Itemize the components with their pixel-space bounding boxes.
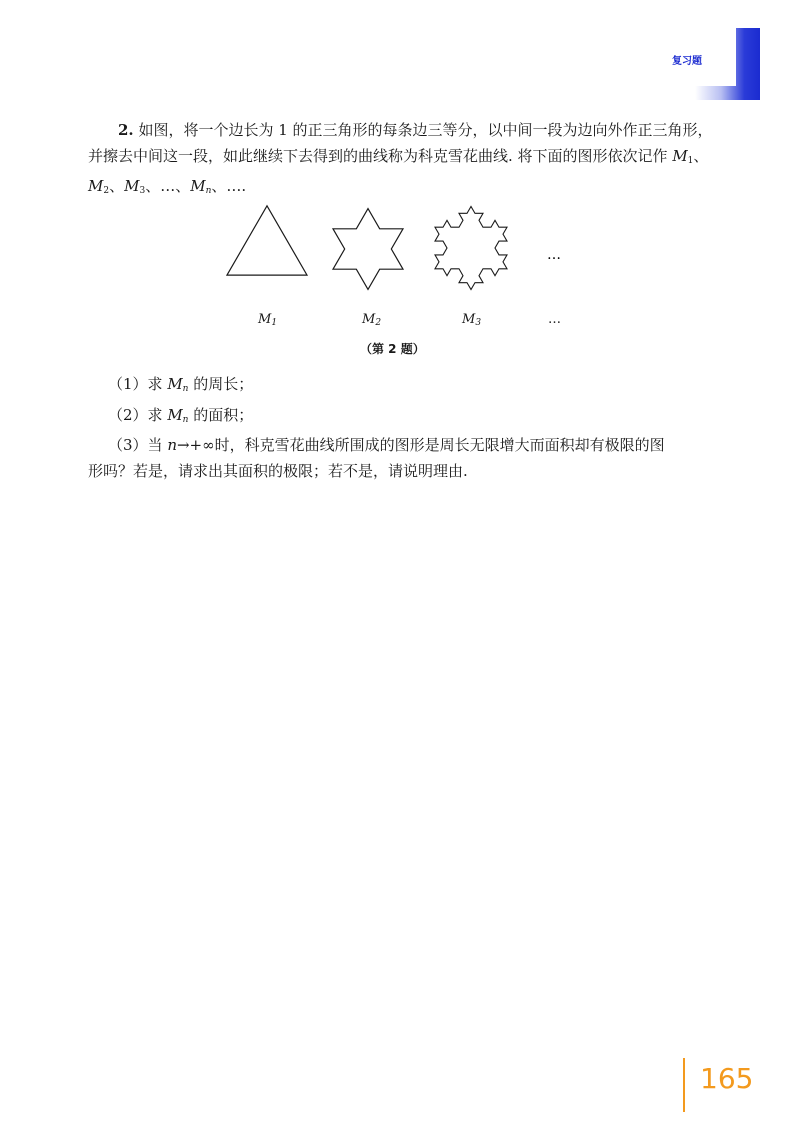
question-3 bbox=[108, 433, 713, 459]
problem-number: 2. bbox=[118, 121, 134, 139]
figure-label-m2 bbox=[362, 312, 381, 328]
q1-var: M bbox=[167, 375, 183, 393]
seq-end: 、…. bbox=[211, 177, 247, 195]
koch-m3-shape bbox=[435, 206, 507, 289]
label-base: M bbox=[258, 312, 272, 327]
q1-suffix: 的周长； bbox=[188, 375, 254, 393]
question-2 bbox=[108, 403, 713, 434]
q1-sub: n bbox=[182, 384, 189, 394]
seq-m2: M bbox=[88, 177, 104, 195]
figure-label-m3 bbox=[462, 312, 481, 328]
problem-text bbox=[88, 118, 713, 205]
seq-mn-sub: n bbox=[205, 186, 212, 196]
seq-m3: M bbox=[124, 177, 140, 195]
problem-statement bbox=[88, 118, 713, 205]
q2-var: M bbox=[167, 405, 183, 424]
label-sub: 1 bbox=[271, 318, 278, 328]
label-sub: 3 bbox=[475, 318, 482, 328]
q3-line1: 时，科克雪花曲线所围成的图形是周长无限增大而面积却有极限的图 bbox=[214, 436, 665, 454]
figure-ellipsis: … bbox=[547, 247, 561, 263]
q2-sub: n bbox=[182, 414, 189, 425]
seq-m3-sub: 3 bbox=[139, 186, 146, 196]
figure-label-ellipsis: … bbox=[548, 312, 561, 327]
problem-intro: 如图，将一个边长为 1 的正三角形的每条边三等分，以中间一段为边向外作正三角形，并擦去中间这一段，如此继续下去得到的曲线称为科克雪花曲线. 将下面的图形依次记作 bbox=[88, 121, 713, 165]
question-list bbox=[88, 372, 713, 484]
koch-m1-shape bbox=[227, 206, 307, 275]
label-sub: 2 bbox=[375, 318, 382, 328]
figure-label-m1 bbox=[258, 312, 277, 328]
seq-sep: 、 bbox=[693, 146, 709, 165]
label-base: M bbox=[462, 312, 476, 327]
q1-prefix: （1）求 bbox=[108, 375, 168, 393]
seq-sep: 、 bbox=[109, 177, 125, 195]
question-3-continued: 形吗？若是，请求出其面积的极限；若不是，请说明理由. bbox=[88, 461, 468, 480]
page-number: 165 bbox=[700, 1062, 754, 1095]
page-number-rule bbox=[683, 1058, 685, 1112]
figure-caption: （第 2 题） bbox=[360, 342, 425, 356]
q3-var: n bbox=[167, 436, 177, 454]
koch-m2-shape bbox=[333, 209, 403, 290]
seq-m1: M bbox=[672, 146, 688, 165]
q2-suffix: 的面积； bbox=[188, 405, 254, 424]
seq-mn: M bbox=[190, 177, 206, 195]
label-base: M bbox=[362, 312, 376, 327]
seq-sep: 、…、 bbox=[145, 177, 191, 195]
q2-prefix: （2）求 bbox=[108, 405, 168, 424]
seq-m2-sub: 2 bbox=[103, 186, 110, 196]
question-1 bbox=[108, 372, 713, 403]
section-title: 复习题 bbox=[672, 56, 702, 67]
q3-arrow: →+∞ bbox=[176, 436, 215, 454]
seq-m1-sub: 1 bbox=[687, 155, 694, 166]
koch-figure bbox=[215, 202, 595, 322]
q3-prefix: （3）当 bbox=[108, 436, 168, 454]
